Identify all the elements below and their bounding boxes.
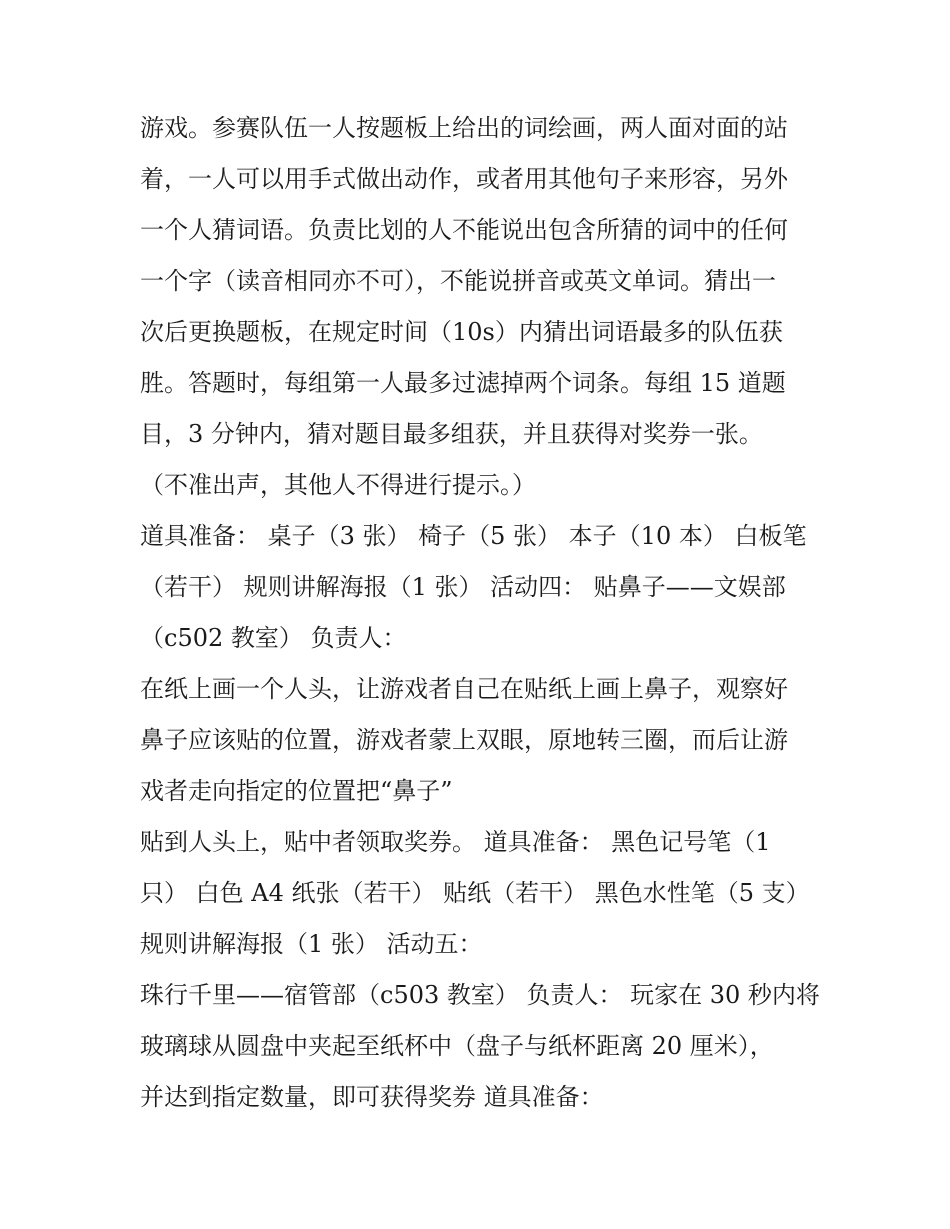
text-line: 玻璃球从圆盘中夹起至纸杯中（盘子与纸杯距离 20 厘米），	[140, 1032, 774, 1060]
text-line: （c502 教室） 负责人：	[140, 624, 407, 652]
text-line: 贴到人头上，贴中者领取奖券。 道具准备： 黑色记号笔（1	[140, 828, 771, 856]
text-line: （若干） 规则讲解海报（1 张） 活动四： 贴鼻子——文娱部	[140, 573, 786, 601]
text-line: 只） 白色 A4 纸张（若干） 贴纸（若干） 黑色水性笔（5 支）	[140, 879, 810, 907]
text-line: 次后更换题板，在规定时间（10s）内猜出词语最多的队伍获	[140, 318, 783, 346]
text-line: 一个人猜词语。负责比划的人不能说出包含所猜的词中的任何	[140, 216, 788, 244]
text-line: 道具准备： 桌子（3 张） 椅子（5 张） 本子（10 本） 白板笔	[140, 522, 807, 550]
text-line: 并达到指定数量，即可获得奖券 道具准备：	[140, 1083, 604, 1111]
text-line: 珠行千里——宿管部（c503 教室） 负责人： 玩家在 30 秒内将	[140, 981, 820, 1009]
text-line: 规则讲解海报（1 张） 活动五：	[140, 930, 483, 958]
text-line: 鼻子应该贴的位置，游戏者蒙上双眼，原地转三圈，而后让游	[140, 726, 788, 754]
text-line: （不准出声，其他人不得进行提示。）	[140, 471, 536, 499]
text-line: 游戏。参赛队伍一人按题板上给出的词绘画，两人面对面的站	[140, 114, 788, 142]
text-line: 在纸上画一个人头，让游戏者自己在贴纸上画上鼻子，观察好	[140, 675, 788, 703]
text-line: 戏者走向指定的位置把“鼻子”	[140, 777, 453, 805]
text-line: 目，3 分钟内，猜对题目最多组获，并且获得对奖券一张。	[140, 420, 763, 448]
body-text	[140, 103, 830, 1123]
text-line: 着，一人可以用手式做出动作，或者用其他句子来形容，另外	[140, 165, 788, 193]
text-line: 胜。答题时，每组第一人最多过滤掉两个词条。每组 15 道题	[140, 369, 786, 397]
text-line: 一个字（读音相同亦不可），不能说拼音或英文单词。猜出一	[140, 267, 776, 295]
